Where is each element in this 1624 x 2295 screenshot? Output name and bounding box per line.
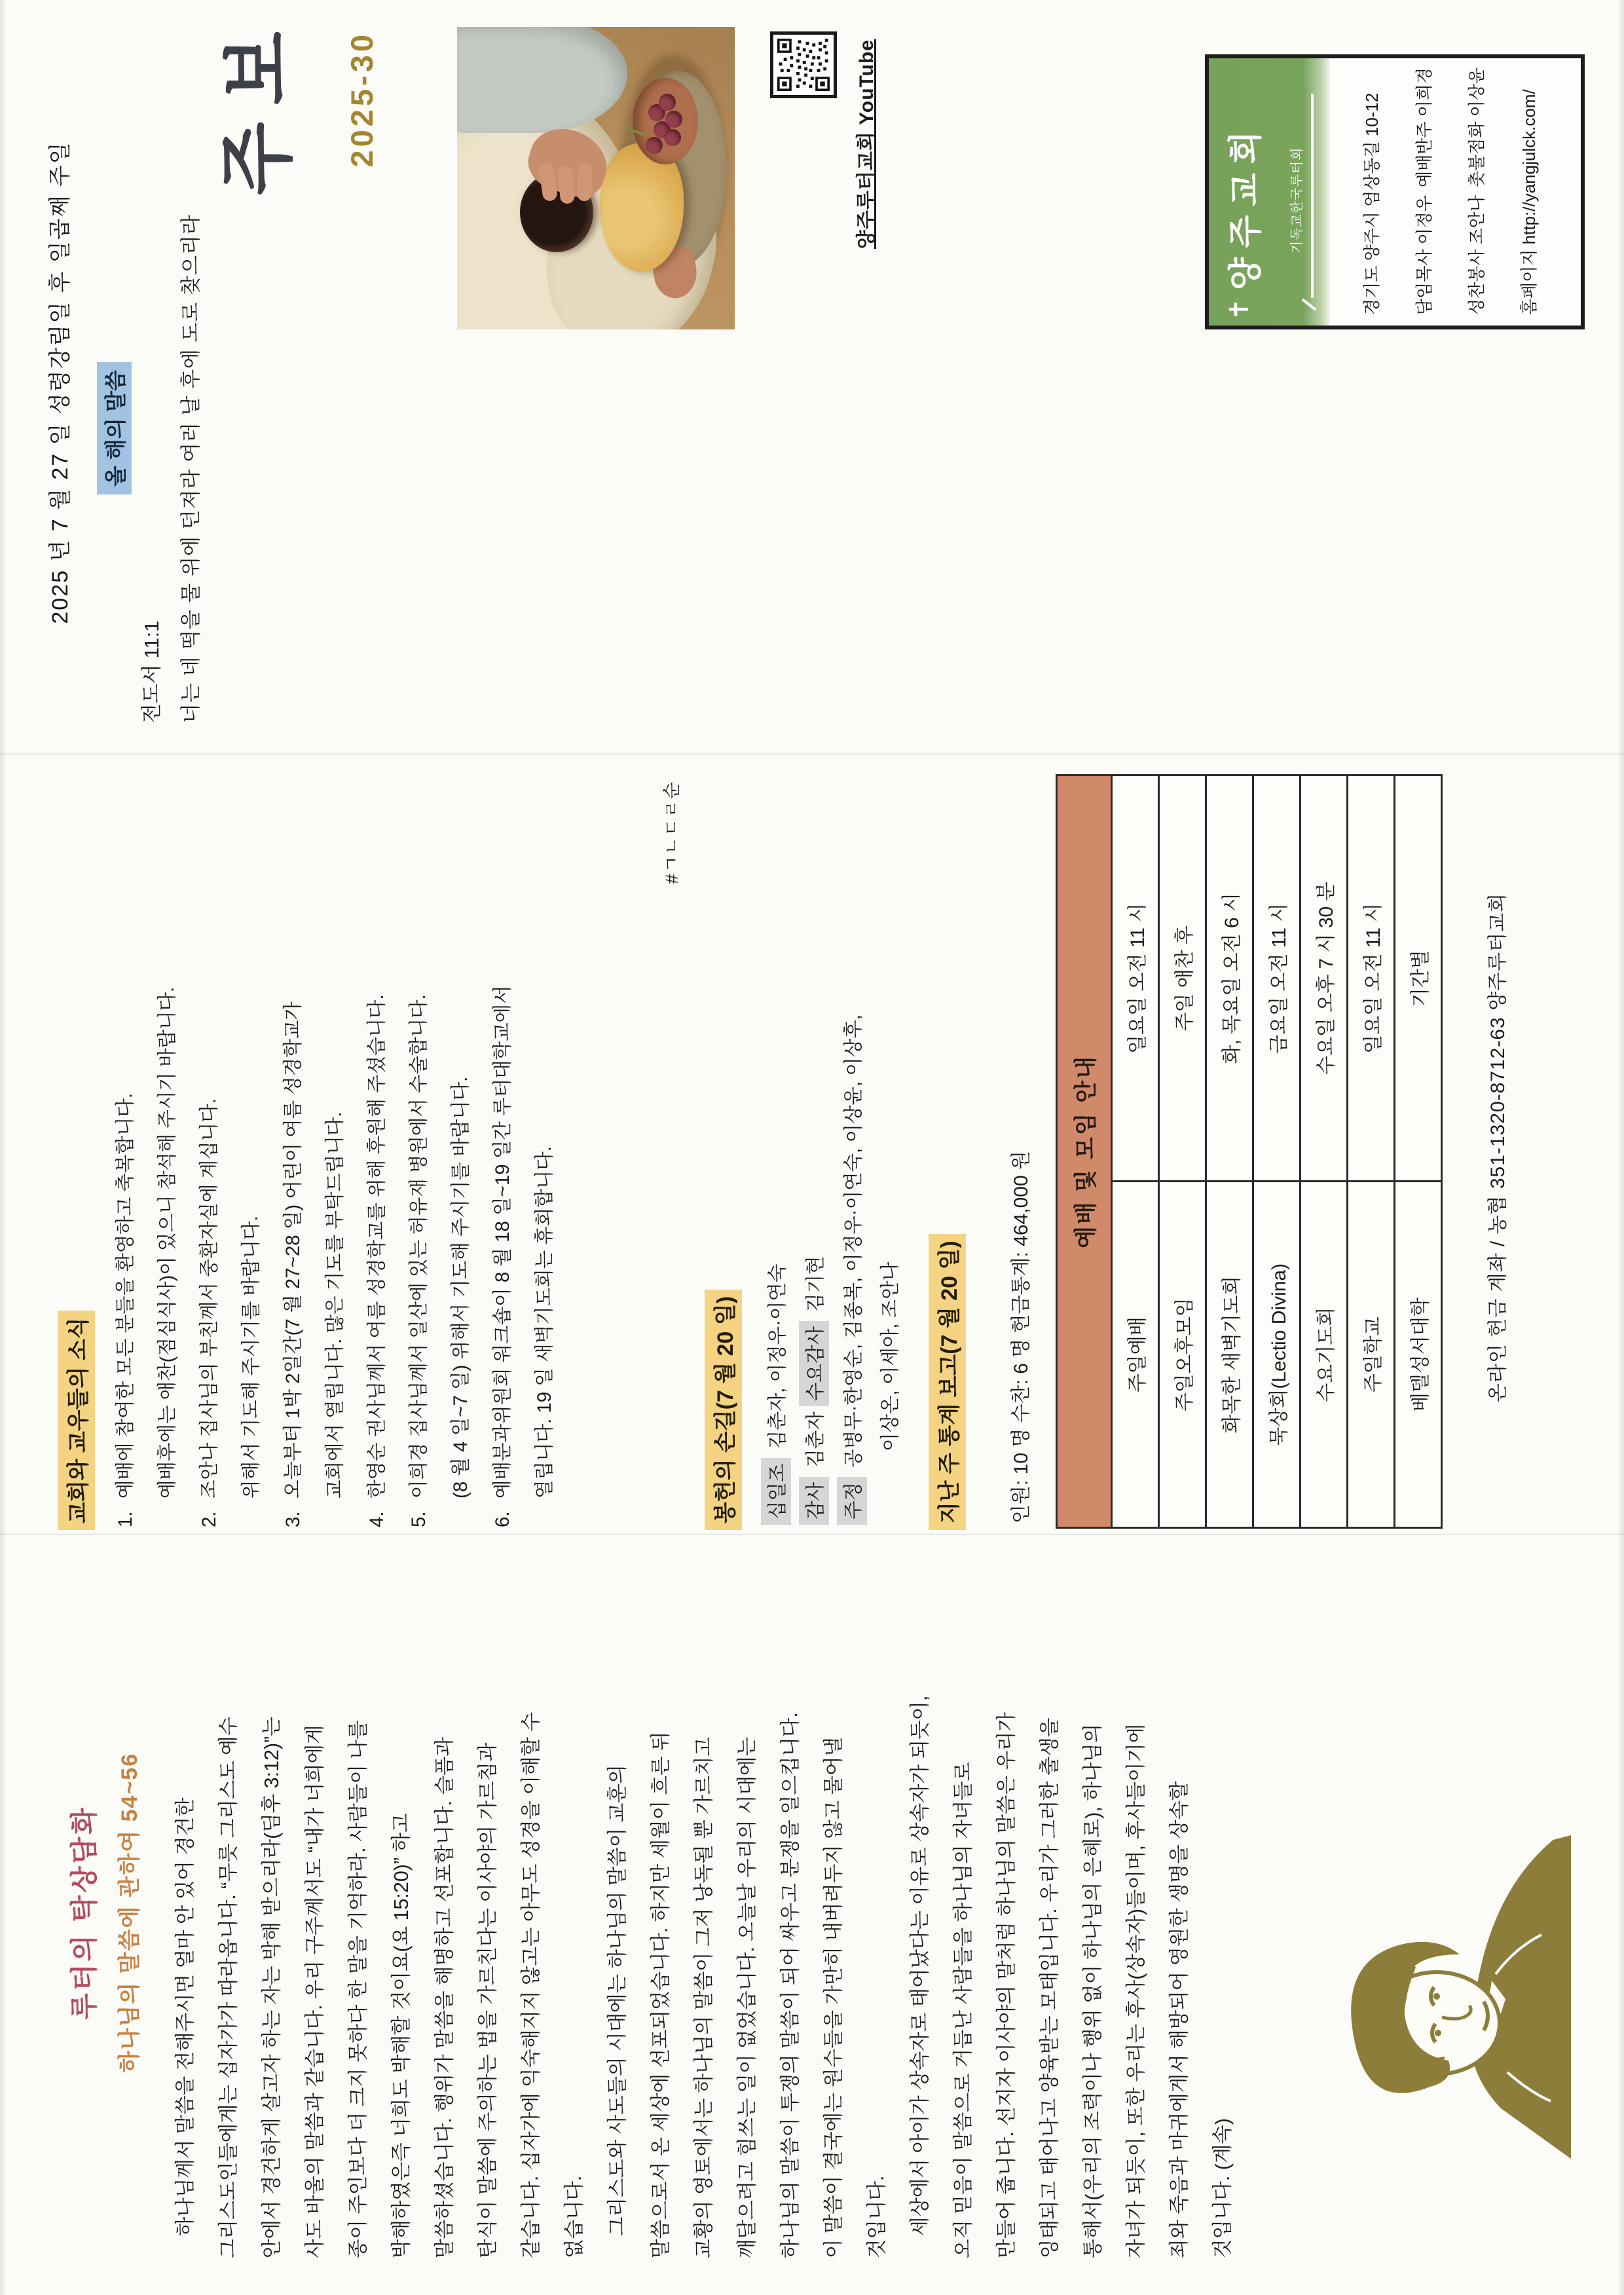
verse-of-year — [97, 134, 204, 723]
table-talk-line: 하나님의 말씀이 투쟁의 말씀이 되어 싸우고 분쟁을 일으킵니다. — [779, 1712, 802, 2258]
news-item-number: 6. — [492, 1511, 513, 1527]
table-talk-line: 깨달으려고 힘쓰는 일이 없었습니다. 오늘날 우리의 시대에는 — [736, 1737, 758, 2258]
communion-server-label: 성찬봉사 조안나 — [1466, 195, 1486, 315]
news-item-line — [361, 769, 403, 1527]
table-talk-line: 세상에서 아이가 상속자로 태어났다는 이유로 상속자가 되듯이, — [909, 1695, 931, 2236]
schedule-meeting-name: 주일예배 — [1112, 1182, 1159, 1528]
schedule-meeting-name: 주일오후모임 — [1159, 1182, 1206, 1528]
news-item-text: 예배분과위원회 워크숍이 8 월 18 일~19 일간 루터대학교에서 — [492, 985, 513, 1499]
news-item-text: 한영순 권사님께서 여름 성경학교를 위해 후원해 주셨습니다. — [366, 994, 388, 1499]
table-talk-paragraph — [904, 1554, 1249, 2258]
qr-code-icon — [770, 31, 837, 98]
news-item-line: 교회에서 열립니다. 많은 기도를 부탁드립니다. — [324, 1111, 346, 1499]
denomination-label: 기독교한국루터회 — [1290, 147, 1304, 253]
news-item-line — [278, 769, 320, 1527]
schedule-meeting-name: 주일학교 — [1348, 1182, 1395, 1528]
news-item-number: 4. — [366, 1511, 388, 1527]
offering-names: 김춘자 — [805, 1406, 826, 1473]
schedule-meeting-name: 화목한 새벽기도회 — [1206, 1182, 1253, 1528]
youtube-channel-label: 양주루터교회 YouTube — [856, 39, 877, 250]
table-talk-paragraph — [169, 1554, 601, 2258]
news-item-number: 1. — [115, 1511, 136, 1527]
table-talk-line: 같습니다. 십자가에 익숙해지지 않고는 아무도 성경을 이해할 수 — [520, 1712, 542, 2258]
communion-photo — [457, 27, 735, 329]
news-item-line: 위해서 기도해 주시기를 바랍니다. — [240, 1216, 262, 1499]
fold-crease-right — [0, 753, 1624, 755]
bulletin-date: 2025 년 7 월 27 일 성령강림일 후 일곱째 주일 — [48, 141, 73, 624]
section-news — [0, 765, 1624, 1530]
offering-category-tag: 감사 — [799, 1477, 829, 1525]
offering-list — [761, 769, 913, 1525]
table-talk-line: 탄식이 말씀에 주의하는 법을 가르친다는 이사야의 가르침과 — [477, 1742, 499, 2258]
candle-lighter-label: 촛불점화 이상윤 — [1466, 67, 1486, 188]
church-address: 경기도 양주시 엄상동길 10-12 — [1361, 92, 1382, 315]
table-talk-line: 사도 바울의 말씀과 같습니다. 우리 구주께서도 “내가 너희에게 — [304, 1725, 326, 2258]
schedule-meeting-name: 묵상회(Lectio Divina) — [1253, 1182, 1301, 1528]
schedule-row — [1206, 775, 1253, 1528]
table-talk-line: 죄와 죽음과 마귀에게서 해방되어 영원한 생명을 상속할 — [1168, 1781, 1190, 2258]
table-talk-line: 이 말씀이 결국에는 원수들을 가만히 내버려두지 않고 물어낼 — [822, 1737, 845, 2258]
news-item-text: 조안나 집사님의 부친께서 중환자실에 계십니다. — [198, 1098, 220, 1499]
schedule-row — [1348, 775, 1395, 1528]
band-underline — [1311, 94, 1314, 298]
verse-reference: 전도서 11:1 — [140, 620, 163, 723]
schedule-row — [1395, 775, 1442, 1528]
section-cover — [0, 0, 1624, 765]
table-talk-line: 그리스도인들에게는 십자가가 따라옵니다. “무릇 그리스도 예수 — [217, 1716, 240, 2258]
schedule-row — [1112, 775, 1159, 1528]
schedule-meeting-time: 기간별 — [1395, 775, 1442, 1182]
news-item-text: 오늘부터 1박 2일간(7 월 27~28 일) 어린이 여름 성경학교가 — [282, 1001, 304, 1499]
stats-title: 지난 주 통계 보고(7 월 20 일) — [929, 1234, 966, 1530]
news-item-number: 2. — [198, 1511, 220, 1527]
table-talk-line: 박해하였은즉 너희도 박해할 것이요(요 15:20)” 하고 — [390, 1813, 413, 2258]
scan-edge-bottom — [1617, 0, 1624, 2295]
masthead-title: 주보 — [215, 14, 300, 196]
offering-category-tag: 십일조 — [761, 1459, 791, 1525]
table-talk-title: 루터의 탁상담화 — [69, 1805, 100, 2020]
news-item-line: 예배후에는 애찬(점심식사)이 있으니 참석해 주시기 바랍니다. — [157, 986, 178, 1499]
schedule-meeting-time: 수요일 오후 7 시 30 분 — [1301, 775, 1348, 1182]
table-talk-line: 말씀으로서 온 세상에 선포되었습니다. 하지만 세월이 흐른 뒤 — [650, 1731, 672, 2258]
table-talk-line: 자녀가 되듯이, 또한 우리는 후사(상속자)들이며, 후사들이기에 — [1125, 1723, 1147, 2258]
table-talk-body — [169, 1554, 1249, 2258]
schedule-meeting-name: 베델성서대학 — [1395, 1182, 1442, 1528]
section-table-talk — [0, 1530, 1624, 2295]
masthead-issue-number: 2025-30 — [344, 31, 379, 168]
offering-names: 김춘자, 이정우·이연숙 — [767, 1263, 788, 1455]
news-title: 교회와 교우들의 소식 — [58, 1311, 95, 1531]
table-talk-paragraph — [601, 1554, 904, 2258]
band-tick — [1302, 298, 1317, 310]
news-item-line — [194, 769, 236, 1527]
schedule-row — [1253, 775, 1301, 1528]
verse-text: 너는 네 떡을 물 위에 던져라 여러 날 후에 도로 찾으리라 — [179, 214, 202, 723]
church-staff-row-2 — [1449, 67, 1502, 315]
schedule-meeting-time: 화, 목요일 오전 6 시 — [1206, 775, 1253, 1182]
church-card-header — [1209, 58, 1330, 326]
news-item-list — [110, 769, 571, 1527]
masthead — [196, 14, 380, 196]
table-talk-line: 오직 믿음이 말씀으로 거듭난 사람들을 하나님의 자녀들로 — [952, 1762, 974, 2258]
news-item-line — [110, 769, 152, 1527]
table-talk-line: 하나님께서 말씀을 전해주시면 얼마 안 있어 경건한 — [174, 1797, 196, 2236]
schedule-meeting-time: 금요일 오전 11 시 — [1253, 775, 1301, 1182]
offering-category-tag: 수요감사 — [799, 1321, 829, 1406]
church-info-card — [1205, 54, 1585, 329]
offering-title: 봉헌의 손길(7 월 20 일) — [705, 1290, 742, 1530]
table-talk-line: 만들어 줍니다. 선지자 이사야의 말처럼 하나님의 말씀은 우리가 — [995, 1712, 1018, 2258]
table-talk-line: 잉태되고 태어나고 양육받는 모태입니다. 우리가 그러한 출생을 — [1039, 1717, 1061, 2258]
church-name: 양주교회 — [1227, 122, 1265, 290]
offering-row — [799, 769, 837, 1525]
news-item-text: 예배에 참여한 모든 분들을 환영하고 축복합니다. — [115, 1092, 136, 1499]
order-note: #ㄱㄴㄷㄹ순 — [662, 781, 682, 884]
offering-row — [761, 769, 799, 1525]
table-talk-line: 것입니다. (계속) — [1211, 2118, 1234, 2258]
table-talk-line: 통해서(우리의 조력이나 행위 없이 하나님의 은혜로), 하나님의 — [1082, 1723, 1104, 2258]
church-card-body — [1330, 58, 1581, 326]
accompanist-label: 예배반주 이희경 — [1414, 67, 1434, 188]
offering-row — [875, 769, 913, 1525]
offering-row — [837, 769, 875, 1525]
fold-crease-left — [0, 1533, 1624, 1535]
news-item-line: 열립니다. 19 일 새벽기도회는 휴회합니다. — [534, 1146, 555, 1499]
news-item-line — [403, 769, 445, 1527]
schedule-header-row — [1057, 775, 1112, 1528]
stats-line: 인원: 10 명 수찬: 6 명 헌금통계: 464,000 원 — [1010, 1151, 1032, 1523]
schedule-meeting-time: 일요일 오전 11 시 — [1348, 775, 1395, 1182]
table-talk-subtitle: 하나님의 말씀에 관하여 54~56 — [117, 1752, 142, 2073]
news-item-number: 3. — [282, 1511, 304, 1527]
schedule-meeting-name: 수요기도회 — [1301, 1182, 1348, 1528]
news-item-text: 이희경 집사님께서 일산에 있는 허유재 병원에서 수술합니다. — [408, 994, 430, 1499]
schedule-row — [1159, 775, 1206, 1528]
table-talk-line: 것입니다. — [866, 2175, 888, 2258]
schedule-meeting-time: 주일 애찬 후 — [1159, 775, 1206, 1182]
table-talk-line: 종이 주인보다 더 크지 못하다 한 말을 기억하라. 사람들이 나를 — [347, 1720, 369, 2258]
verse-label: 올 해의 말씀 — [97, 362, 132, 494]
schedule-row — [1301, 775, 1348, 1528]
news-item-line — [487, 769, 529, 1527]
offering-names: 김기현 — [805, 1256, 826, 1318]
church-staff-row-1 — [1397, 67, 1449, 315]
table-talk-line: 없습니다. — [563, 2175, 585, 2258]
schedule-meeting-time: 일요일 오전 11 시 — [1112, 775, 1159, 1182]
offering-account-line: 온라인 헌금 계좌 / 농협 351-1320-8712-63 양주루터교회 — [1487, 893, 1509, 1402]
offering-names: 이상온, 이세아, 조안나 — [879, 1261, 901, 1451]
table-talk-line: 교황의 영토에서는 하나님의 말씀이 그저 낭독될 뿐 가르치고 — [693, 1737, 715, 2258]
offering-category-tag: 주정 — [837, 1477, 867, 1525]
table-talk-line: 말씀하셨습니다. 행위가 말씀을 해명하고 선포합니다. 슬픔과 — [434, 1737, 456, 2258]
cross-icon: ✝ — [1225, 298, 1254, 320]
news-item-line: (8 월 4 일~7 일) 위해서 기도해 주시기를 바랍니다. — [450, 1076, 471, 1499]
schedule-table — [1056, 774, 1443, 1529]
luther-portrait-icon — [1332, 1830, 1574, 2171]
table-talk-line: 안에서 경건하게 살고자 하는 자는 박해 받으리라(딤후 3:12)”는 — [261, 1717, 283, 2258]
offering-names: 공병무·한영순, 김종복, 이정우·이연숙, 이상윤, 이상후, — [843, 1014, 864, 1473]
church-homepage: 홈페이지 http://yangjulck.com/ — [1519, 89, 1539, 315]
pastor-label: 담임목사 이정우 — [1414, 195, 1434, 315]
news-item-number: 5. — [408, 1511, 430, 1527]
scan-edge-top — [0, 0, 7, 2295]
schedule-header: 예배 및 모임 안내 — [1057, 775, 1112, 1528]
table-talk-line: 그리스도와 사도들의 시대에는 하나님의 말씀이 교훈의 — [606, 1764, 629, 2236]
